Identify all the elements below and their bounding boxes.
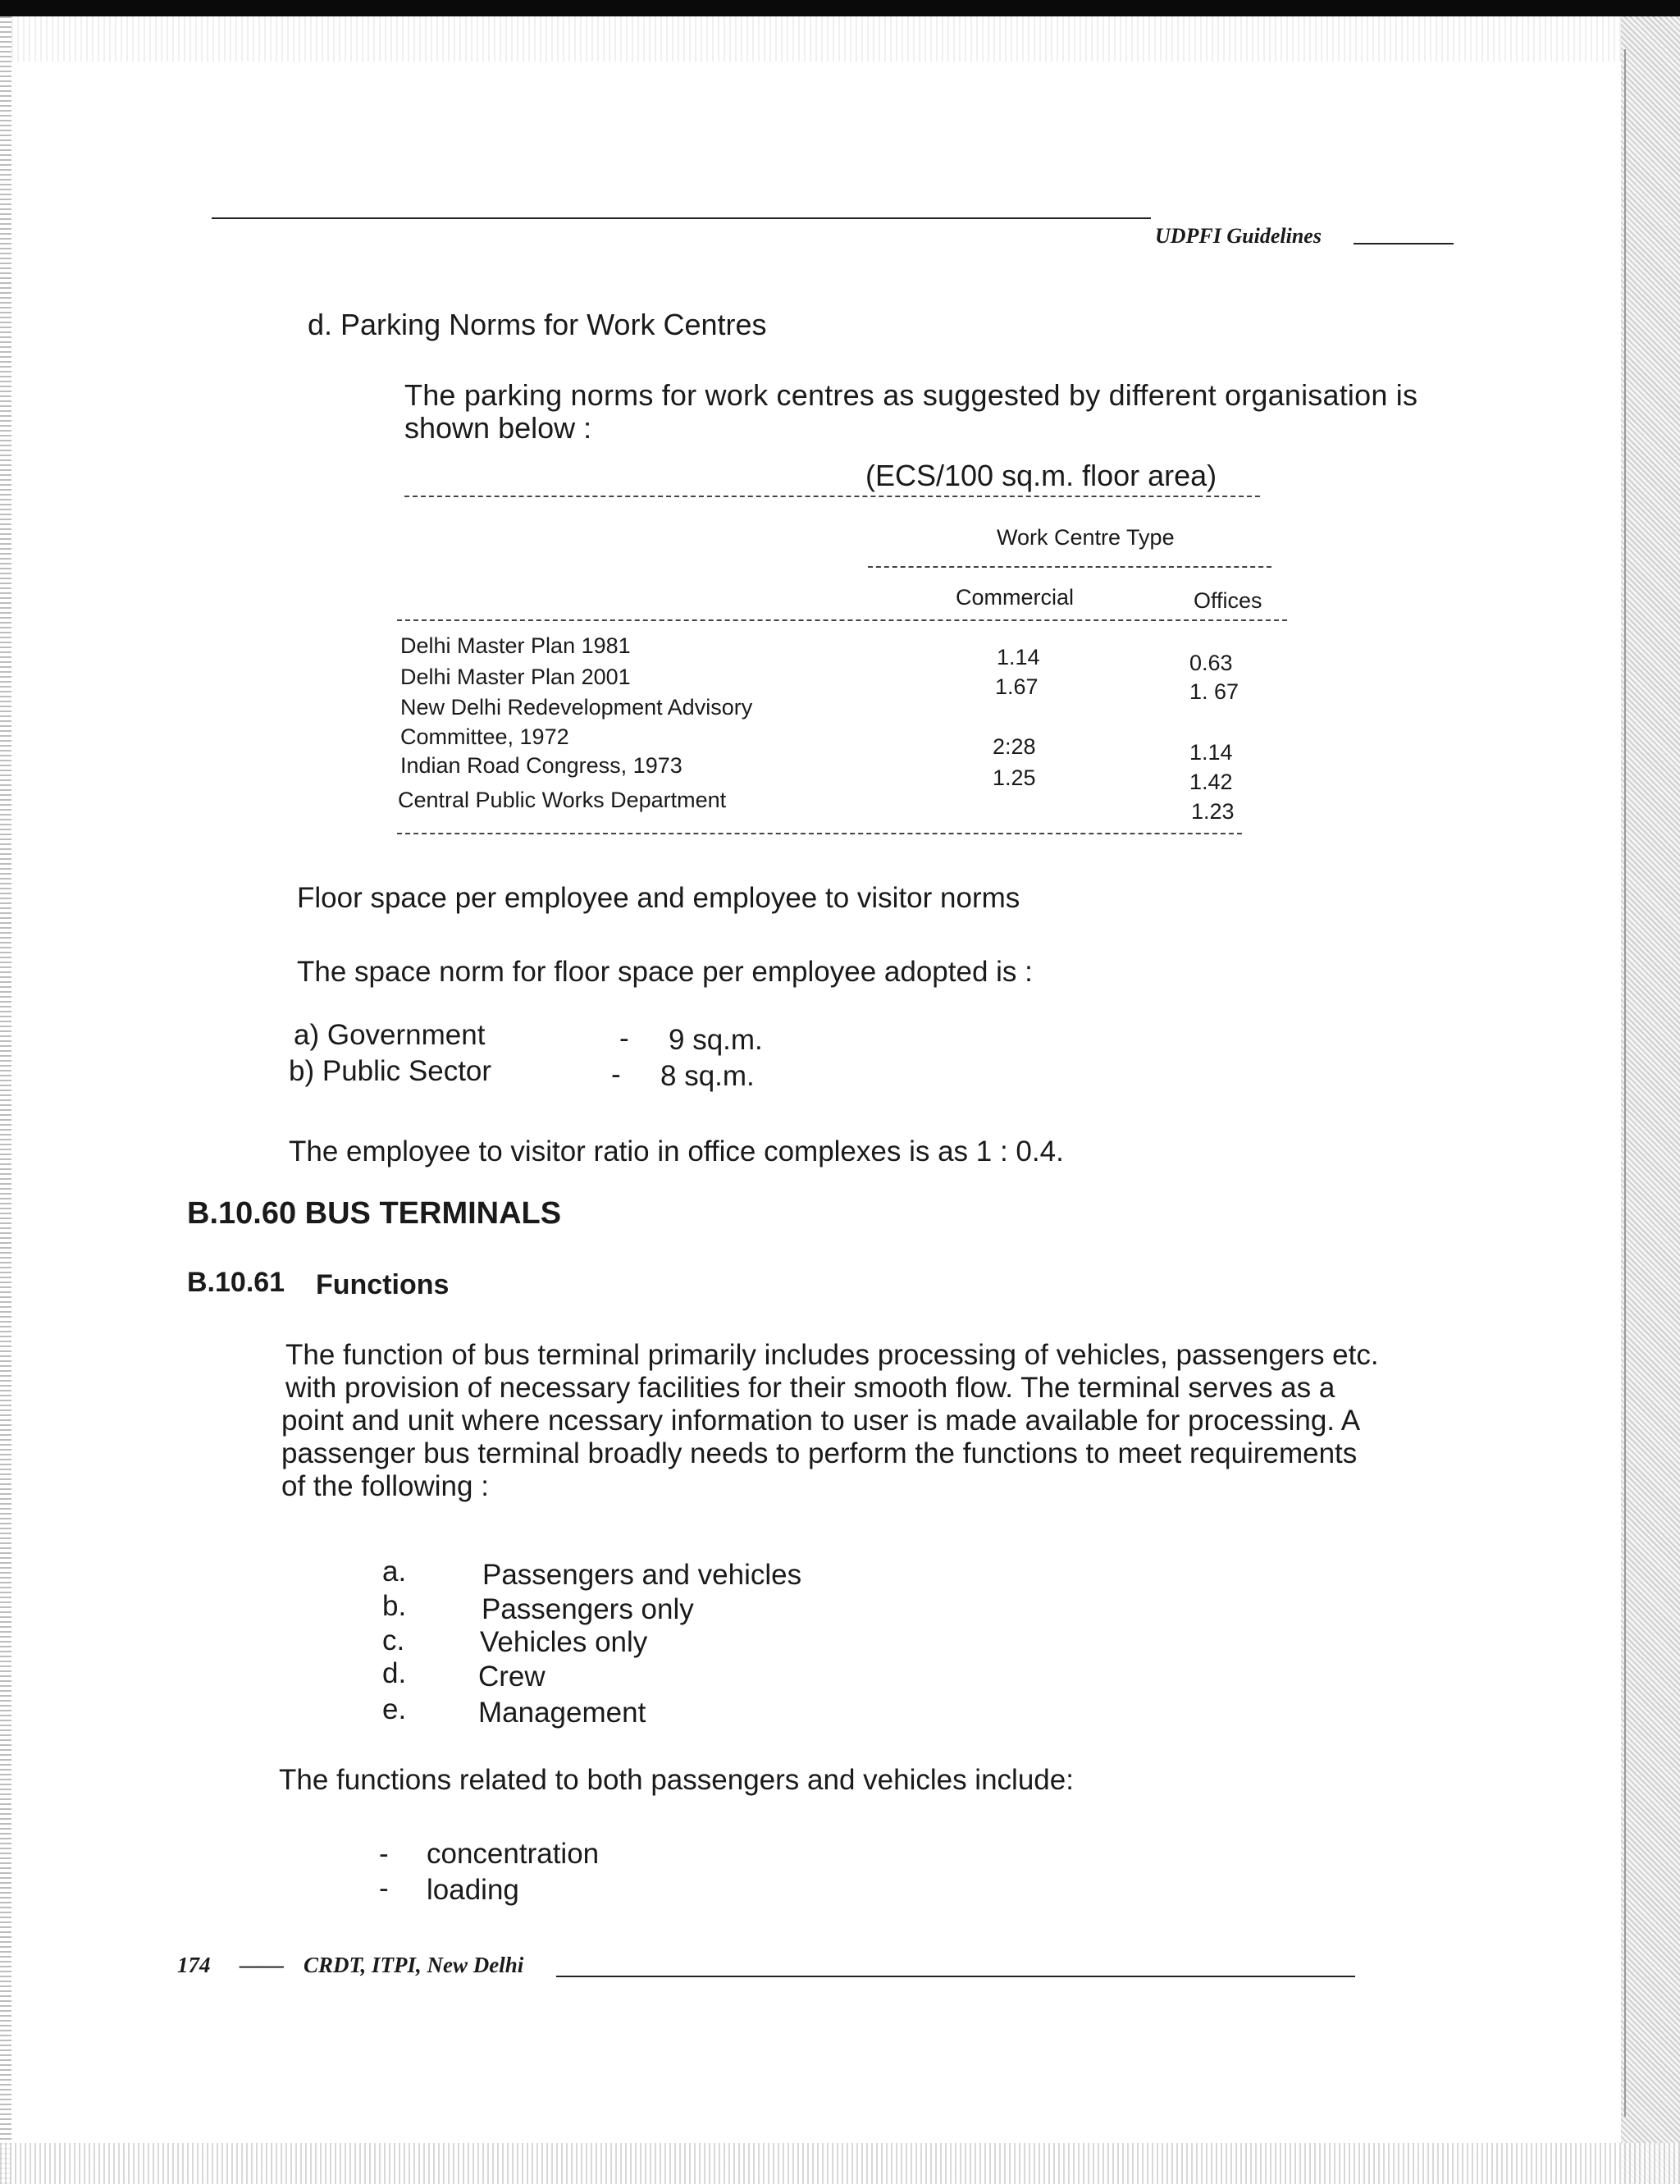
table-row-commercial: 1.67 [995,674,1039,699]
table-group-header: Work Centre Type [997,525,1175,550]
list-marker: a. [382,1556,407,1588]
table-row-offices: 1.42 [1189,770,1233,794]
table-col-offices: Offices [1194,588,1262,613]
list-item: Passengers and vehicles [482,1559,802,1591]
list-marker: c. [382,1624,405,1656]
section-d-intro-line1: The parking norms for work centres as suggested by different organisation is [404,378,1418,412]
scan-bottom-noise [0,2143,1680,2184]
list-item: Vehicles only [480,1626,648,1658]
list-item: Management [478,1697,646,1729]
norm-item-dash: - [611,1058,621,1090]
page-number: 174 [177,1953,211,1977]
table-row-commercial: 1.25 [993,765,1036,790]
norm-item-label: b) Public Sector [289,1055,492,1087]
scan-right-edge [1621,16,1680,2184]
scan-top-noise [0,16,1680,62]
header-rule-right [1354,243,1454,244]
list-item: Crew [478,1661,546,1693]
dash-list-item: loading [427,1874,519,1906]
table-row-label: Delhi Master Plan 2001 [400,665,631,689]
floor-space-intro: The space norm for floor space per employee adopted is : [297,956,1033,988]
visitor-ratio-text: The employee to visitor ratio in office complexes is as 1 : 0.4. [289,1135,1064,1167]
dash-marker: - [379,1872,389,1904]
table-col-commercial: Commercial [956,585,1075,610]
table-row-commercial: 1.14 [997,645,1040,669]
footer-rule [556,1976,1355,1977]
table-row-label: Delhi Master Plan 1981 [400,633,631,658]
norm-item-value: 9 sq.m. [669,1024,763,1056]
both-functions-intro: The functions related to both passengers and vehicles include: [279,1764,1074,1796]
paragraph-line: point and unit where ncessary information to user is made available for processing. A [281,1405,1361,1437]
table-row-offices: 1. 67 [1189,679,1239,704]
page-fold-line [1624,49,1626,2117]
table-row-offices: 1.14 [1189,740,1233,765]
table-top-rule [404,496,1260,497]
list-marker: b. [382,1590,407,1622]
table-row-label-cont: Committee, 1972 [400,724,569,749]
running-header: UDPFI Guidelines [1155,224,1322,248]
section-d-title: d. Parking Norms for Work Centres [308,308,767,341]
table-bottom-rule [397,833,1242,834]
footer-publisher: CRDT, ITPI, New Delhi [304,1953,524,1977]
paragraph-line: passenger bus terminal broadly needs to perform the functions to meet requirements [281,1437,1358,1469]
list-marker: d. [382,1657,407,1689]
header-rule-left [212,217,1151,219]
footer-dash: —— [240,1953,284,1977]
floor-space-heading: Floor space per employee and employee to visitor norms [297,882,1020,914]
scan-left-edge [0,16,11,2184]
norm-item-label: a) Government [294,1019,486,1051]
table-row-offices: 1.23 [1191,799,1235,824]
dash-marker: - [379,1838,389,1870]
section-heading: B.10.60 BUS TERMINALS [187,1196,562,1231]
unit-note: (ECS/100 sq.m. floor area) [865,459,1217,492]
table-header-rule [397,619,1287,621]
table-row-offices: 0.63 [1189,651,1233,675]
norm-item-dash: - [619,1022,629,1054]
list-marker: e. [382,1693,407,1725]
table-row-label: Central Public Works Department [398,788,727,812]
subsection-number: B.10.61 [187,1267,285,1298]
table-row-commercial: 2:28 [993,734,1036,759]
scan-top-border [0,0,1680,16]
paragraph-line: The function of bus terminal primarily includes processing of vehicles, passengers etc. [285,1339,1379,1371]
table-row-label: New Delhi Redevelopment Advisory [400,695,753,720]
table-row-label: Indian Road Congress, 1973 [400,753,682,778]
dash-list-item: concentration [427,1838,600,1870]
paragraph-line: with provision of necessary facilities for their smooth flow. The terminal serves as a [285,1372,1335,1404]
table-group-rule [868,566,1271,568]
norm-item-value: 8 sq.m. [660,1060,755,1092]
subsection-title: Functions [316,1269,450,1300]
list-item: Passengers only [482,1593,694,1625]
paragraph-line: of the following : [281,1470,489,1502]
section-d-intro-line2: shown below : [404,411,592,445]
